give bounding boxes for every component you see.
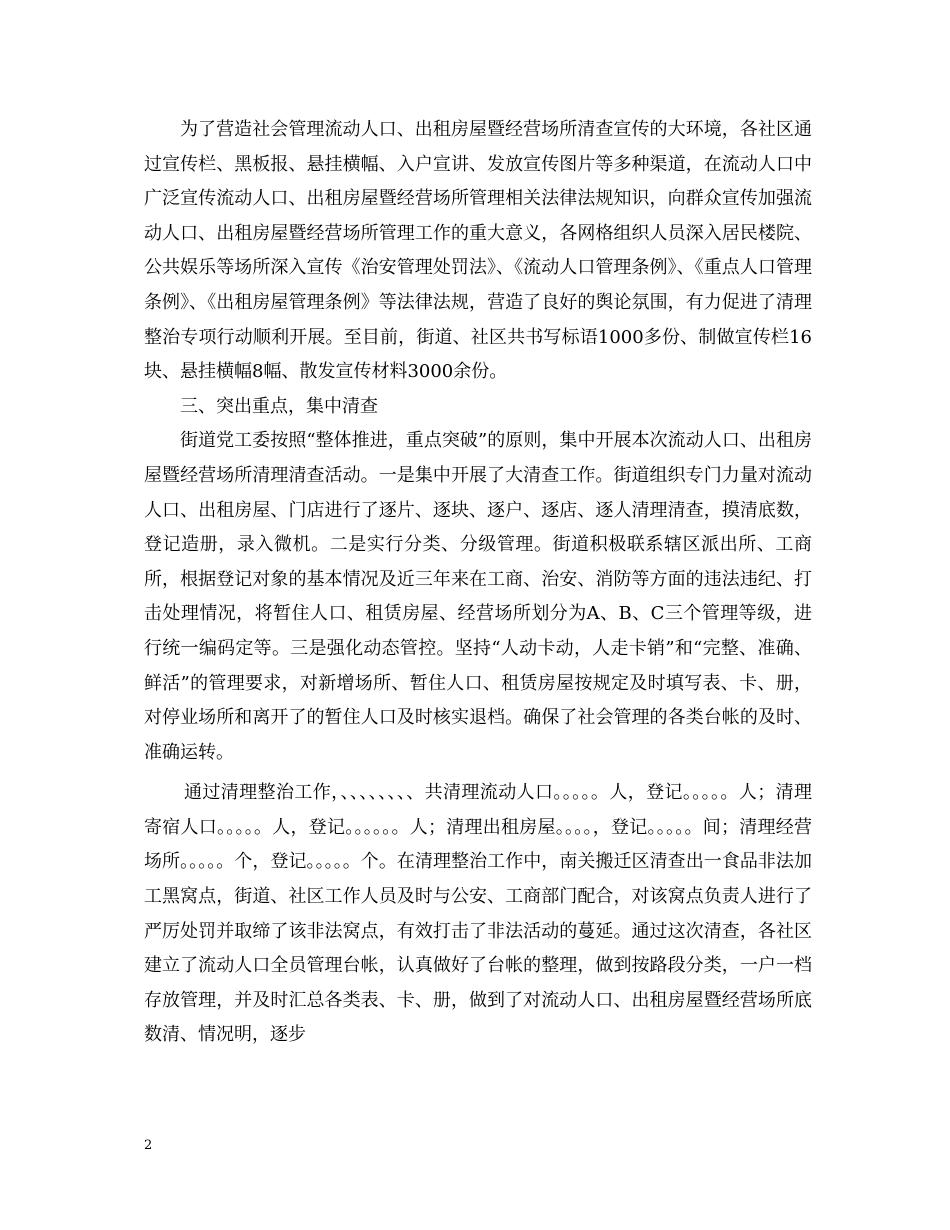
paragraph-results: 通过清理整治工作，、、、、、、、、共清理流动人口。。。。。人，登记。。。。。人；清理寄宿人口。。。。。人，登记。。。。。。人；清理出租房屋。。。。，登记。。。。。间；清理经营场所。。。。。个，登记。。。。。个。在清理整治工作中，南关搬迁区清查出一食品非法加工黑窝点，街道、社区工作人员及时与公安、工商部门配合，对该窝点负责人进行了严厉处罚并取缔了该非法窝点，有效打击了非法活动的蔓延。通过这次清查，各社区建立了流动人口全员管理台帐，认真做好了台帐的整理，做到按路段分类，一户一档存放管理，并及时汇总各类表、卡、册，做到了对流动人口、出租房屋暨经营场所底数清、情况明，逐步 bbox=[144, 782, 812, 1046]
paragraph-publicity: 为了营造社会管理流动人口、出租房屋暨经营场所清查宣传的大环境，各社区通过宣传栏、黑板报、悬挂横幅、入户宣讲、发放宣传图片等多种渠道，在流动人口中广泛宣传流动人口、出租房屋暨经营场所管理相关法律法规知识，向群众宣传加强流动人口、出租房屋暨经营场所管理工作的重大意义，各网格组织人员深入居民楼院、公共娱乐等场所深入宣传《治安管理处罚法》、《流动人口管理条例》、《重点人口管理条例》、《出租房屋管理条例》等法律法规，营造了良好的舆论氛围，有力促进了清理整治专项行动顺利开展。至目前，街道、社区共书写标语1000多份、制做宣传栏16块、悬挂横幅8幅、散发宣传材料3000余份。 bbox=[144, 119, 812, 383]
paragraph-inspection: 街道党工委按照“整体推进，重点突破”的原则，集中开展本次流动人口、出租房屋暨经营场所清理清查活动。一是集中开展了大清查工作。街道组织专门力量对流动人口、出租房屋、门店进行了逐片、逐块、逐户、逐店、逐人清理清查，摸清底数，登记造册，录入微机。二是实行分类、分级管理。街道积极联系辖区派出所、工商所，根据登记对象的基本情况及近三年来在工商、治安、消防等方面的违法违纪、打击处理情况，将暂住人口、租赁房屋、经营场所划分为A、B、C三个管理等级，进行统一编码定等。三是强化动态管控。坚持“人动卡动，人走卡销”和“完整、准确、鲜活”的管理要求，对新增场所、暂住人口、租赁房屋按规定及时填写表、卡、册，对停业场所和离开了的暂住人口及时核实退档。确保了社会管理的各类台帐的及时、准确运转。 bbox=[144, 430, 812, 763]
document-body bbox=[144, 113, 812, 1053]
section-heading: 三、突出重点，集中清查 bbox=[180, 395, 378, 417]
page-number: 2 bbox=[144, 1138, 153, 1153]
